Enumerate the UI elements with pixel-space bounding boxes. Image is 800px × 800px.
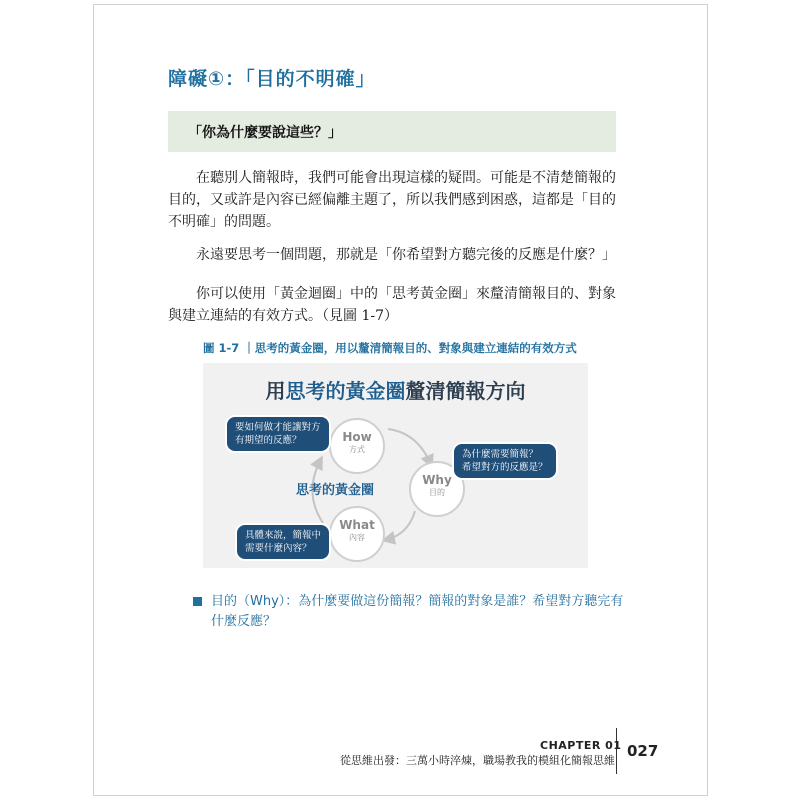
- what-label: What: [339, 518, 375, 532]
- figure-title-highlight: 思考的黃金圈: [285, 379, 406, 403]
- why-label: Why: [422, 473, 452, 487]
- body-paragraph-3: 你可以使用「黃金迴圈」中的「思考黃金圈」來釐清簡報目的、對象與建立連結的有效方式。（見圖 1-7）: [168, 286, 616, 324]
- quote-text: 「你為什麼要說這些？」: [188, 125, 342, 141]
- page-number: 027: [627, 742, 659, 760]
- footer-book-title: 從思維出發：三萬小時淬煉，職場教我的模組化簡報思維: [340, 754, 615, 767]
- figure-title-pre: 用: [265, 379, 286, 403]
- figure-caption: 圖 1-7 ｜思考的黃金圈，用以釐清簡報目的、對象與建立連結的有效方式: [203, 341, 577, 355]
- how-circle: [329, 418, 385, 474]
- arrow-how-to-why: [388, 429, 431, 465]
- how-sublabel: 方式: [349, 445, 365, 454]
- what-sublabel: 內容: [349, 533, 365, 542]
- center-label: 思考的黃金圈: [296, 483, 375, 498]
- bullet-item-why: 目的（Why）：為什麼要做這份簡報？簡報的對象是誰？希望對方聽完有什麼反應？: [211, 594, 624, 629]
- footer-chapter: CHAPTER 01: [540, 739, 622, 752]
- what-circle: [329, 506, 385, 562]
- bubble-what-line-2: 需要什麼內容？: [245, 543, 312, 554]
- bubble-how-line-2: 有期望的反應？: [235, 435, 302, 446]
- arrow-why-to-what: [385, 511, 415, 540]
- bubble-why-line-1: 為什麼需要簡報？: [462, 449, 539, 460]
- figure-title-post: 釐清簡報方向: [405, 379, 526, 403]
- golden-circle-figure: [203, 363, 588, 568]
- bubble-how-line-1: 要如何做才能讓對方: [235, 422, 321, 433]
- body-paragraph-1: 在聽別人簡報時，我們可能會出現這樣的疑問。可能是不清楚簡報的目的，又或許是內容已經偏離主題了，所以我們感到困惑，這都是「目的不明確」的問題。: [168, 170, 616, 230]
- section-heading: 障礙①：「目的不明確」: [168, 68, 376, 90]
- quote-box: [168, 111, 616, 152]
- bubble-why-line-2: 希望對方的反應是？: [462, 462, 548, 473]
- bubble-how: [225, 415, 331, 453]
- bubble-what-line-1: 具體來說，簡報中: [245, 530, 322, 541]
- bubble-why: [452, 442, 558, 480]
- why-sublabel: 目的: [429, 488, 445, 497]
- bubble-what: [235, 523, 331, 561]
- how-label: How: [342, 430, 372, 444]
- body-paragraph-2: 永遠要思考一個問題，那就是「你希望對方聽完後的反應是什麼？」: [196, 247, 616, 263]
